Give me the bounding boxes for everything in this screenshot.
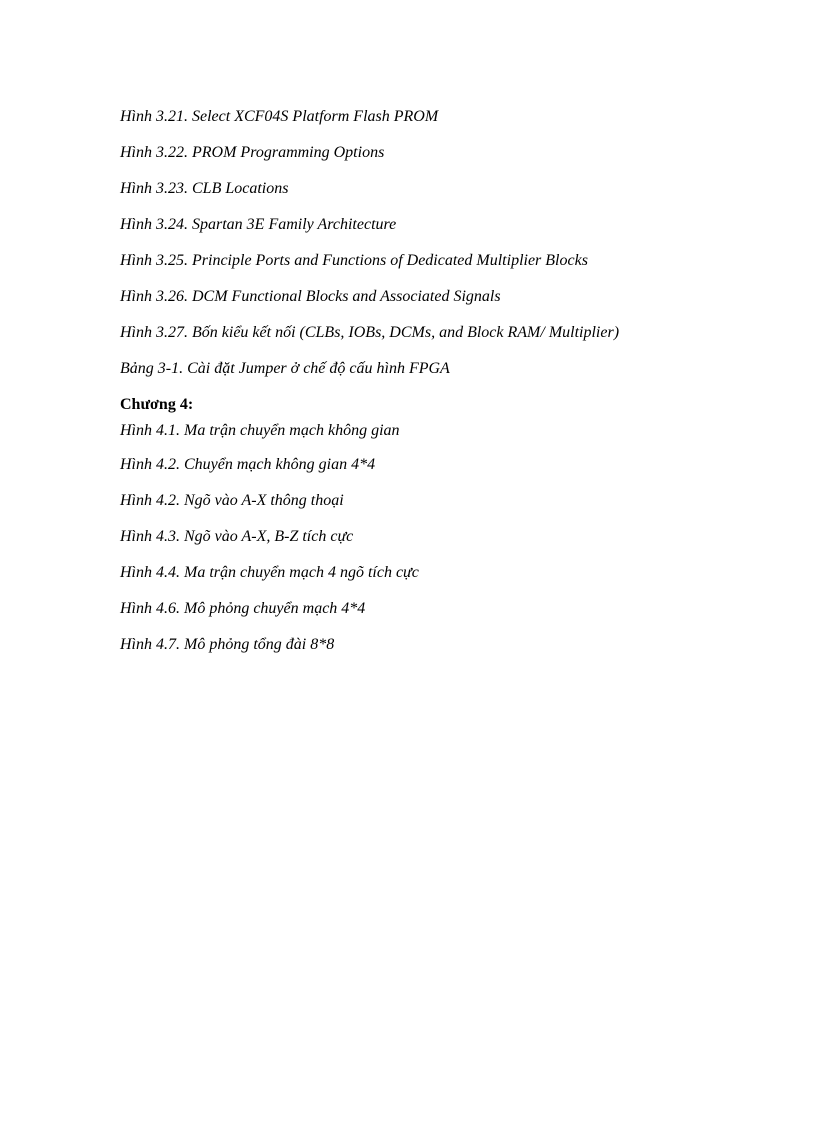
list-item: Hình 4.2. Chuyển mạch không gian 4*4 <box>120 456 376 473</box>
list-item: Hình 4.4. Ma trận chuyển mạch 4 ngõ tích cực <box>120 564 419 581</box>
figure-list-chapter-4 <box>120 417 780 663</box>
list-item: Hình 3.24. Spartan 3E Family Architecture <box>120 216 397 233</box>
list-item: Hình 4.1. Ma trận chuyển mạch không gian <box>120 422 400 439</box>
list-item: Hình 3.21. Select XCF04S Platform Flash PROM <box>120 108 439 125</box>
list-item: Hình 4.6. Mô phỏng chuyển mạch 4*4 <box>120 600 366 617</box>
document-page <box>120 99 780 663</box>
list-item: Hình 4.7. Mô phỏng tổng đài 8*8 <box>120 636 335 653</box>
list-item: Hình 3.23. CLB Locations <box>120 180 289 197</box>
list-item: Hình 3.26. DCM Functional Blocks and Associated Signals <box>120 288 501 305</box>
chapter-heading: Chương 4: <box>120 396 194 413</box>
list-item: Hình 3.25. Principle Ports and Functions of Dedicated Multiplier Blocks <box>120 252 588 269</box>
figure-list-chapter-3 <box>120 99 780 387</box>
list-item: Bảng 3-1. Cài đặt Jumper ở chế độ cấu hình FPGA <box>120 360 450 377</box>
list-item: Hình 4.3. Ngõ vào A-X, B-Z tích cực <box>120 528 354 545</box>
list-item: Hình 3.27. Bốn kiểu kết nối (CLBs, IOBs, DCMs, and Block RAM/ Multiplier) <box>120 324 620 341</box>
list-item: Hình 3.22. PROM Programming Options <box>120 144 385 161</box>
list-item: Hình 4.2. Ngõ vào A-X thông thoại <box>120 492 344 509</box>
